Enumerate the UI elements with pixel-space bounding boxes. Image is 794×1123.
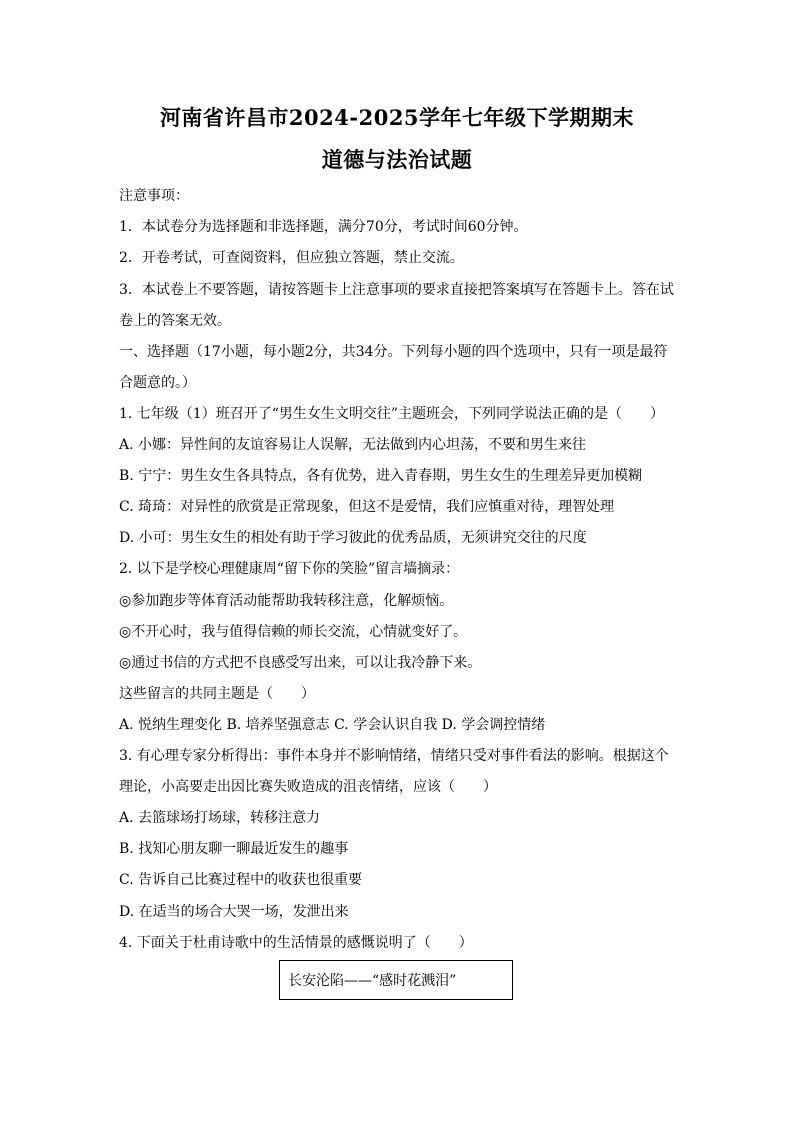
q3-option-d: D. 在适当的场合大哭一场，发泄出来 — [119, 904, 349, 920]
q2-options: A. 悦纳生理变化 B. 培养坚强意志 C. 学会认识自我 D. 学会调控情绪 — [119, 717, 546, 733]
q2-message-2: ◎不开心时，我与值得信赖的师长交流，心情就变好了。 — [119, 624, 468, 640]
q1-option-c: C. 琦琦：对异性的欣赏是正常现象，但这不是爱情，我们应慎重对待，理智处理 — [119, 499, 615, 515]
notice-item-2: 2．开卷考试，可查阅资料，但应独立答题，禁止交流。 — [119, 250, 464, 266]
q4-quote-box — [279, 960, 513, 1000]
q1-option-d: D. 小可：男生女生的相处有助于学习彼此的优秀品质，无须讲究交往的尺度 — [119, 530, 587, 546]
q4-quote-text: 长安沦陷——“感时花溅泪” — [288, 973, 457, 989]
q3-option-c: C. 告诉自己比赛过程中的收获也很重要 — [119, 872, 363, 888]
q1-stem: 1. 七年级（1）班召开了“男生女生文明交往”主题班会，下列同学说法正确的是（ ） — [119, 406, 665, 422]
section1-heading-line1: 一、选择题（17小题，每小题2分，共34分。下列每小题的四个选项中，只有一项是最符 — [119, 344, 668, 360]
notice-heading: 注意事项： — [119, 188, 189, 204]
q3-option-a: A. 去篮球场打场球，转移注意力 — [119, 810, 321, 826]
exam-title-line2: 道德与法治试题 — [321, 147, 473, 172]
q2-message-1: ◎参加跑步等体育活动能帮助我转移注意，化解烦恼。 — [119, 593, 454, 609]
q1-option-a: A. 小娜：异性间的友谊容易让人误解，无法做到内心坦荡，不要和男生来往 — [119, 437, 587, 453]
notice-item-3-line1: 3．本试卷上不要答题，请按答题卡上注意事项的要求直接把答案填写在答题卡上。答在试 — [119, 282, 674, 298]
q2-message-3: ◎通过书信的方式把不良感受写出来，可以让我冷静下来。 — [119, 655, 482, 671]
notice-item-3-line2: 卷上的答案无效。 — [119, 313, 231, 329]
section1-heading-line2: 合题意的。） — [119, 375, 196, 391]
q4-stem: 4. 下面关于杜甫诗歌中的生活情景的感慨说明了（ ） — [119, 935, 473, 951]
q1-option-b: B. 宁宁：男生女生各具特点，各有优势，进入青春期，男生女生的生理差异更加模糊 — [119, 468, 643, 484]
q3-option-b: B. 找知心朋友聊一聊最近发生的趣事 — [119, 841, 349, 857]
exam-title-line1: 河南省许昌市2024-2025学年七年级下学期期末 — [159, 105, 635, 130]
q2-stem: 2. 以下是学校心理健康周“留下你的笑脸”留言墙摘录： — [119, 561, 460, 577]
q3-stem-line1: 3. 有心理专家分析得出：事件本身并不影响情绪，情绪只受对事件看法的影响。根据这个 — [119, 748, 669, 764]
q2-question: 这些留言的共同主题是（ ） — [119, 686, 315, 702]
q3-stem-line2: 理论，小高要走出因比赛失败造成的沮丧情绪，应该（ ） — [119, 779, 497, 795]
notice-item-1: 1．本试卷分为选择题和非选择题，满分70分，考试时间60分钟。 — [119, 219, 528, 235]
